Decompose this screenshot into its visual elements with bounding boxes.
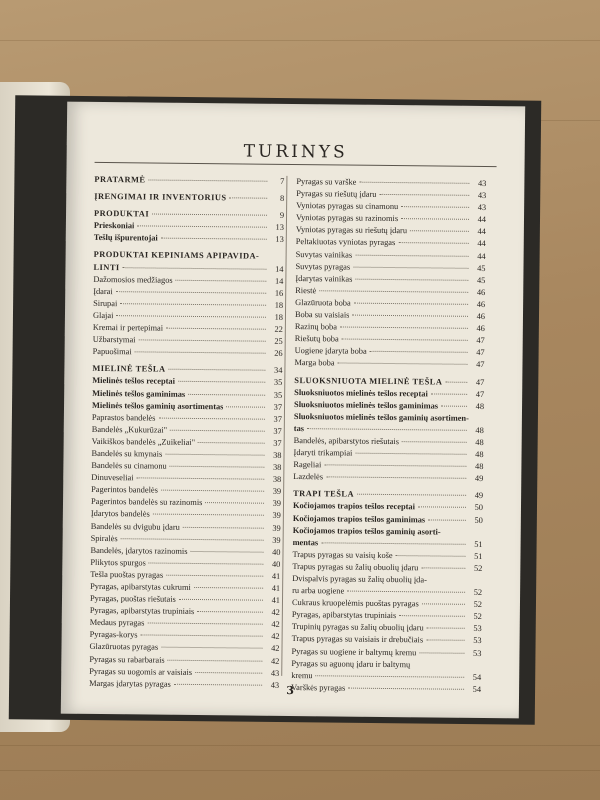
toc-entry-page: 48 — [474, 462, 484, 472]
toc-entry-page: 50 — [474, 503, 484, 513]
toc-entry-title: Įdarytos bandelės — [90, 509, 150, 519]
toc-entry-page: 44 — [477, 227, 486, 237]
toc-entry-title: Plikytos spurgos — [90, 557, 146, 568]
toc-entry-page: 16 — [274, 288, 284, 298]
toc-entry-title: Cukraus kruopelėmis puoštas pyragas — [291, 598, 419, 609]
toc-entry-title: Trapus pyragas su vaisių koše — [292, 549, 393, 560]
dot-leader — [324, 464, 466, 466]
toc-entry-title: Vaikiškos bandelės „Zuikeliai" — [91, 436, 196, 447]
toc-entry-title: Įdaryti trikampiai — [293, 448, 353, 458]
toc-entry-title: Vyniotas pyragas su razinomis — [295, 213, 399, 224]
dot-leader — [135, 352, 266, 354]
toc-entry-page: 54 — [472, 684, 482, 694]
toc-entry-page: 14 — [274, 276, 284, 286]
toc-entry-page: 54 — [472, 672, 482, 682]
toc-entry-page: 41 — [271, 595, 281, 605]
dot-leader — [357, 494, 466, 496]
dot-leader — [166, 328, 266, 330]
toc-entry-page: 43 — [477, 203, 487, 213]
dot-leader — [161, 647, 262, 649]
dot-leader — [396, 555, 466, 557]
toc-entry-page: 47 — [476, 336, 485, 346]
dot-leader — [355, 453, 466, 455]
toc-entry-title: Dvispalvis pyragas su žalių obuolių įda- — [292, 574, 427, 585]
toc-entry-title: Įdarai — [93, 286, 113, 296]
dot-leader — [307, 428, 467, 431]
toc-entry-page: 43 — [477, 178, 487, 189]
toc-entry-title: Kočiojamos trapios tešlos gaminių asorti- — [292, 525, 441, 537]
toc-entry — [94, 249, 284, 263]
toc-entry-page: 14 — [275, 264, 284, 274]
dot-leader — [166, 575, 263, 577]
toc-entry-page: 9 — [279, 211, 285, 221]
toc-entry-title: Prieskoniai — [93, 221, 135, 231]
toc-entry-page: 53 — [473, 624, 482, 634]
dot-leader — [319, 290, 468, 293]
dot-leader — [422, 604, 465, 605]
dot-leader — [165, 454, 264, 456]
toc-entry-title: ĮRENGIMAI IR INVENTORIUS — [94, 192, 227, 203]
toc-entry-page: 45 — [476, 275, 486, 285]
dot-leader — [399, 615, 465, 617]
dot-leader — [401, 218, 469, 220]
toc-entry-title: Medaus pyragas — [89, 618, 145, 628]
dot-leader — [352, 315, 468, 317]
toc-entry-title: Glazūruota boba — [295, 297, 351, 308]
toc-entry — [94, 191, 284, 205]
toc-entry-title: Pyragas-korys — [89, 630, 138, 640]
dot-leader — [123, 267, 267, 270]
toc-entry-title: Riestė — [295, 285, 317, 296]
toc-entry — [295, 273, 485, 287]
contents-page — [61, 102, 525, 719]
toc-entry — [293, 471, 483, 485]
contents-left-column — [89, 174, 284, 692]
toc-entry-title: Pyragas su varške — [296, 177, 357, 187]
dot-leader — [426, 640, 464, 641]
toc-entry-title: tas — [293, 423, 305, 433]
toc-entry-title: Pagerintos bandelės su razinomis — [90, 497, 203, 508]
toc-entry — [91, 520, 281, 534]
toc-entry-page: 42 — [271, 644, 280, 654]
toc-entry — [294, 357, 484, 371]
dot-leader — [198, 442, 265, 444]
toc-entry-title: Uogiene įdaryta boba — [294, 346, 367, 357]
toc-entry-title: Pyragas su riešutų įdaru — [296, 189, 377, 199]
toc-entry-title: Pyragas, apibarstytas cukrumi — [90, 581, 191, 592]
toc-entry-page: 53 — [473, 648, 482, 658]
toc-entry-page: 25 — [274, 336, 283, 347]
toc-entry-page: 51 — [474, 551, 483, 561]
page-number: 3 — [286, 683, 294, 698]
dot-leader — [116, 315, 266, 318]
dot-leader — [188, 393, 265, 395]
toc-entry-title: Trapus pyragas su vaisiais ir drebučiais — [291, 634, 424, 645]
contents-right-column — [291, 176, 486, 696]
dot-leader — [170, 466, 265, 468]
toc-entry-title: Riešutų boba — [294, 334, 339, 344]
toc-entry-page: 39 — [272, 511, 281, 521]
toc-entry-page: 42 — [271, 620, 280, 630]
toc-entry-page: 53 — [473, 636, 482, 646]
toc-entry-page: 13 — [275, 235, 284, 245]
toc-entry-page: 38 — [272, 474, 282, 485]
dot-leader — [120, 303, 266, 306]
page-title: TURINYS — [243, 141, 348, 163]
toc-entry-page: 44 — [477, 215, 487, 225]
toc-entry-page: 44 — [477, 251, 486, 261]
toc-entry-page: 49 — [474, 491, 484, 501]
toc-entry-page: 41 — [271, 571, 281, 581]
toc-entry-page: 49 — [474, 474, 484, 484]
dot-leader — [195, 672, 262, 674]
toc-entry-page: 40 — [271, 559, 281, 569]
dot-leader — [427, 628, 465, 629]
dot-leader — [370, 351, 468, 353]
toc-entry-title: Kočiojamos trapios tešlos gaminimas — [292, 513, 426, 524]
toc-entry-page: 38 — [272, 462, 282, 472]
toc-entry-page: 37 — [273, 426, 282, 436]
toc-entry-page: 44 — [477, 239, 486, 249]
toc-entry-page: 39 — [272, 487, 282, 497]
dot-leader — [316, 675, 465, 678]
toc-entry-title: Pyragas, apibarstytas trupiniais — [291, 610, 397, 621]
toc-entry-title: PRODUKTAI — [93, 209, 150, 219]
toc-entry-page: 7 — [280, 176, 285, 186]
toc-entry-title: Sluoksniuotos mielinės tešlos receptai — [294, 387, 428, 399]
dot-leader — [410, 231, 469, 233]
toc-entry-page: 37 — [273, 438, 282, 448]
dot-leader — [380, 194, 470, 196]
dot-leader — [347, 591, 465, 593]
dot-leader — [355, 278, 468, 280]
dot-leader — [137, 478, 265, 480]
toc-entry-page: 52 — [473, 563, 483, 573]
toc-entry-page: 42 — [270, 656, 280, 666]
dot-leader — [353, 266, 468, 268]
dot-leader — [419, 652, 464, 653]
dot-leader — [139, 340, 266, 342]
toc-entry-title: Dinuveseliai — [91, 473, 134, 483]
toc-entry-page: 41 — [271, 583, 281, 593]
toc-entry-page: 47 — [476, 348, 485, 358]
toc-entry-title: Pyragas, apibarstytas trupiniais — [89, 606, 195, 617]
dot-leader — [398, 243, 468, 245]
toc-entry-page: 42 — [271, 632, 280, 642]
dot-leader — [149, 179, 268, 181]
toc-entry-page: 35 — [273, 390, 283, 400]
dot-leader — [338, 363, 468, 365]
dot-leader — [197, 611, 263, 613]
toc-entry-title: PRATARMĖ — [94, 174, 146, 185]
dot-leader — [149, 562, 264, 564]
toc-entry-title: Paprastos bandelės — [91, 412, 156, 423]
dot-leader — [147, 623, 262, 625]
toc-entry-title: Pyragas su uogiene ir baltymų kremu — [291, 646, 417, 657]
toc-entry-page: 50 — [474, 515, 483, 525]
toc-entry-title: Dažomosios medžiagos — [93, 274, 173, 285]
toc-entry-page: 45 — [477, 263, 486, 273]
toc-entry-title: Mielinės tešlos receptai — [92, 376, 175, 387]
dot-leader — [401, 206, 469, 208]
toc-entry-title: Bandelės, įdarytos razinomis — [90, 545, 188, 556]
toc-entry-title: Rageliai — [293, 460, 322, 470]
toc-entry-title: PRODUKTAI KEPINIAMS APIPAVIDA- — [93, 250, 260, 262]
toc-entry-title: Įdarytas vainikas — [295, 273, 353, 284]
dot-leader — [428, 519, 466, 520]
dot-leader — [445, 381, 467, 382]
toc-entry-title: Papuošimai — [92, 347, 132, 357]
toc-entry-page: 38 — [273, 450, 282, 460]
toc-entry-title: Užbarstymai — [92, 335, 136, 345]
toc-entry-title: Glazūruotas pyragas — [89, 642, 159, 653]
toc-entry-title: Margas įdarytas pyragas — [89, 678, 171, 689]
toc-entry-title: Varškės pyragas — [291, 682, 346, 693]
dot-leader — [161, 238, 267, 240]
dot-leader — [179, 599, 263, 601]
toc-entry — [94, 232, 284, 246]
toc-entry-title: Sluoksniuotos mielinės tešlos gaminimas — [294, 399, 439, 411]
dot-leader — [205, 502, 264, 504]
toc-entry-title: Bandelės su kmynais — [91, 448, 163, 459]
toc-entry-page: 26 — [274, 349, 283, 359]
toc-entry-title: Suvytas pyragas — [295, 261, 351, 272]
toc-entry-page: 35 — [273, 378, 283, 388]
toc-entry-page: 43 — [270, 668, 280, 678]
toc-entry-page: 13 — [275, 223, 284, 233]
dot-leader — [359, 182, 469, 184]
toc-entry-page: 42 — [271, 607, 280, 618]
toc-entry-title: LINTI — [93, 262, 120, 272]
toc-entry — [93, 346, 283, 360]
dot-leader — [169, 369, 266, 371]
toc-entry — [293, 525, 483, 539]
toc-entry-title: Pyragas su aguonų įdaru ir baltymų — [291, 658, 411, 669]
toc-entry-page: 46 — [476, 324, 485, 334]
dot-leader — [340, 327, 468, 329]
toc-entry — [93, 274, 283, 288]
dot-leader — [161, 490, 264, 492]
dot-leader — [355, 254, 468, 256]
dot-leader — [191, 551, 264, 553]
toc-entry-page: 39 — [272, 535, 281, 545]
toc-entry-title: Glajai — [92, 310, 114, 321]
dot-leader — [194, 587, 263, 589]
toc-entry-title: Trapus pyragas su žalių obuolių įdaru — [292, 561, 419, 573]
toc-entry-page: 43 — [270, 680, 280, 690]
toc-entry-title: Bandelės, apibarstytos riešutais — [293, 435, 400, 447]
toc-entry — [291, 658, 481, 672]
dot-leader — [178, 381, 265, 383]
toc-entry — [94, 174, 284, 188]
dot-leader — [141, 635, 263, 637]
toc-entry-title: Pyragas su uogomis ar vaisiais — [89, 666, 193, 677]
dot-leader — [441, 405, 467, 406]
dot-leader — [326, 477, 466, 479]
toc-entry-title: Mielinės tešlos gaminių asortimentas — [91, 400, 224, 411]
toc-entry-page: 46 — [476, 299, 486, 309]
dot-leader — [321, 542, 465, 545]
toc-entry-title: Trupinių pyragas su žalių obuolių įdaru — [291, 622, 424, 633]
dot-leader — [153, 514, 264, 516]
toc-entry-page: 52 — [473, 612, 482, 622]
dot-leader — [137, 226, 267, 228]
toc-entry-title: Peltakiuotas vyniotas pyragas — [295, 237, 396, 248]
toc-entry-title: Suvytas vainikas — [295, 249, 353, 260]
toc-entry-page: 48 — [475, 449, 484, 460]
toc-entry-title: SLUOKSNIUOTA MIELINĖ TEŠLA — [294, 375, 443, 387]
toc-entry-page: 43 — [477, 191, 487, 201]
dot-leader — [170, 429, 265, 431]
toc-entry-page: 47 — [475, 389, 485, 399]
toc-entry-page: 34 — [273, 366, 283, 376]
toc-entry-page: 52 — [473, 587, 483, 598]
toc-entry-title: MIELINĖ TEŠLA — [92, 364, 166, 374]
toc-entry-page: 8 — [279, 193, 285, 203]
toc-entry-title: Boba su vaisiais — [294, 310, 350, 320]
dot-leader — [226, 406, 265, 407]
dot-leader — [116, 291, 266, 294]
toc-entry-title: Vyniotas pyragas su cinamonu — [296, 201, 399, 212]
toc-entry-page: 48 — [475, 401, 485, 411]
toc-entry-title: Tešla puoštas pyragas — [90, 569, 164, 580]
dot-leader — [431, 393, 467, 394]
toc-entry-page: 46 — [476, 287, 486, 297]
toc-entry-page: 48 — [475, 425, 484, 435]
toc-entry-title: mentas — [292, 537, 319, 547]
toc-entry-page: 46 — [476, 311, 486, 322]
toc-entry-title: Tešlų išpurentojai — [93, 233, 158, 243]
toc-entry-title: Bandelės su dvigubu įdaru — [90, 521, 180, 532]
toc-entry-title: Vyniotas pyragas su riešutų įdaru — [295, 225, 408, 236]
dot-leader — [342, 339, 468, 341]
toc-entry-title: Sluoksniuotos mielinės tešlos gaminių asortimen- — [293, 411, 469, 423]
dot-leader — [168, 659, 263, 661]
toc-entry-title: Kremai ir pertepimai — [92, 322, 164, 333]
toc-entry-title: Pyragas su rabarbarais — [89, 654, 165, 665]
toc-entry-page: 47 — [475, 377, 485, 387]
toc-entry-page: 37 — [273, 414, 282, 424]
toc-entry-page: 51 — [474, 539, 483, 549]
dot-leader — [354, 303, 468, 305]
toc-entry-page: 39 — [272, 499, 282, 509]
toc-entry-title: Mielinės tešlos gaminimas — [92, 388, 186, 399]
toc-entry-page: 37 — [273, 402, 283, 412]
toc-entry-title: Lazdelės — [293, 472, 324, 482]
toc-entry — [294, 411, 484, 425]
dot-leader — [121, 538, 264, 540]
dot-leader — [183, 526, 264, 528]
toc-entry-title: ru arba uogiene — [292, 586, 345, 596]
toc-entry-title: Pagerintos bandelės — [91, 485, 158, 495]
toc-entry — [293, 447, 483, 461]
toc-entry-title: Razinų boba — [294, 322, 338, 332]
dot-leader — [421, 567, 465, 568]
dot-leader — [402, 441, 467, 443]
toc-entry-page: 40 — [272, 547, 281, 557]
toc-entry-page: 47 — [476, 360, 485, 370]
toc-entry-page: 48 — [475, 437, 484, 447]
toc-entry-page: 18 — [274, 300, 284, 310]
toc-entry-page: 52 — [473, 600, 483, 610]
dot-leader — [158, 417, 265, 419]
toc-entry-page: 39 — [272, 523, 281, 533]
dot-leader — [152, 214, 267, 216]
toc-entry-title: Marga boba — [294, 358, 335, 368]
toc-entry-title: kremu — [291, 670, 313, 680]
toc-entry-title: Spiralės — [90, 533, 118, 543]
toc-entry-page: 18 — [274, 312, 284, 322]
dot-leader — [176, 279, 267, 281]
toc-entry-title: Bandelės „Kukurūzai" — [91, 424, 168, 435]
toc-entry-title: Bandelės su cinamonu — [91, 460, 167, 471]
toc-entry-title: Pyragas, puoštas riešutais — [89, 593, 176, 604]
toc-entry-page: 22 — [274, 324, 283, 334]
toc-entry-title: Sirupai — [93, 298, 118, 308]
toc-entry-title: TRAPI TEŠLA — [293, 489, 355, 499]
dot-leader — [230, 197, 268, 198]
toc-entry-title: Kočiojamos trapios tešlos receptai — [292, 501, 416, 512]
dot-leader — [418, 507, 466, 509]
